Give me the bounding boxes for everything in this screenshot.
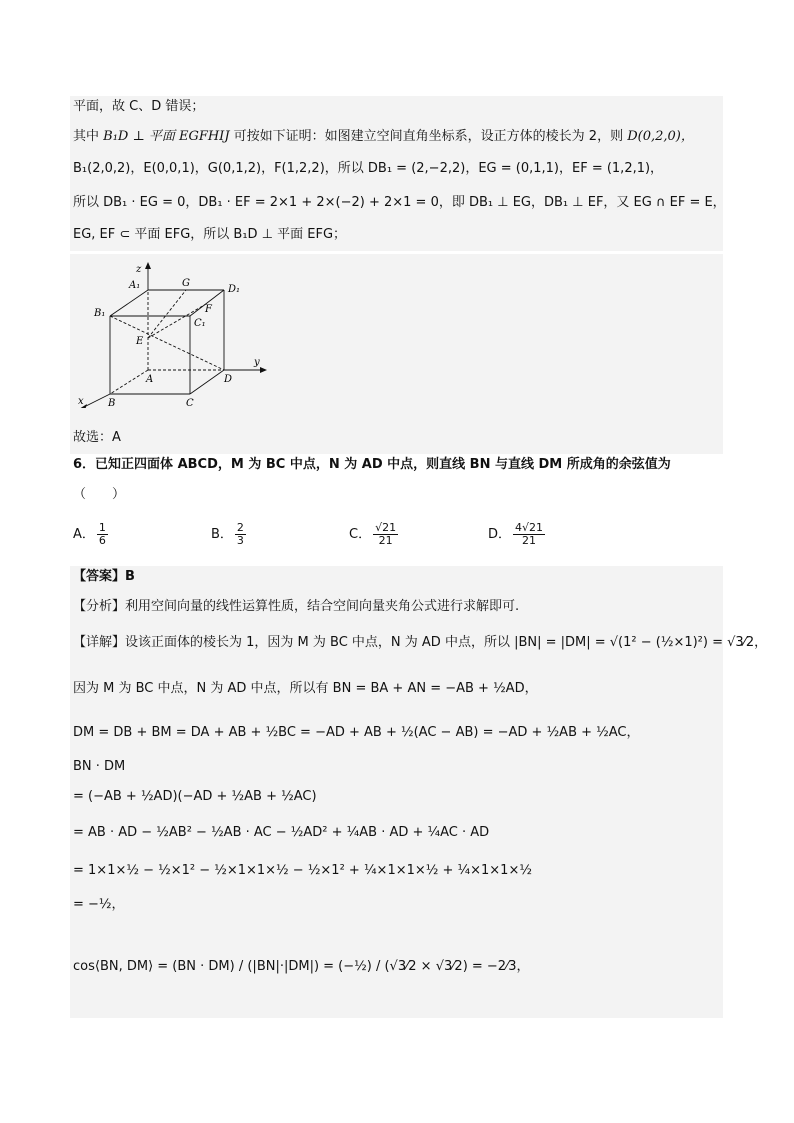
detail-line-i: cos⟨BN, DM⟩ = (BN · DM) / (|BN|·|DM|) = (−½) / (√3⁄2 × √3⁄2) = −2⁄3， <box>73 959 530 974</box>
question-paren: （ ） <box>73 487 126 502</box>
label-c1: C₁ <box>194 318 206 329</box>
label-c: C <box>186 398 194 408</box>
answer-tag: 【答案】B <box>73 569 135 584</box>
option-d: D． $\frac{4√21}{21}$ <box>488 521 544 547</box>
detail-line-d: BN · DM <box>73 759 126 774</box>
label-a1: A₁ <box>129 280 141 291</box>
answer-choice-line: 故选：A <box>73 430 121 445</box>
solution-line-4: 所以 DB₁ · EG = 0，DB₁ · EF = 2×1 + 2×(−2) + 2×1 = 0，即 DB₁ ⊥ EG，DB₁ ⊥ EF，又 EG ∩ EF = E， <box>73 195 726 210</box>
solution-line-3: B₁(2,0,2)，E(0,0,1)，G(0,1,2)，F(1,2,2)，所以 DB₁ = (2,−2,2)，EG = (0,1,1)，EF = (1,2,1)， <box>73 161 664 176</box>
axis-y-arrow <box>260 367 267 373</box>
label-g: G <box>182 278 190 289</box>
label-z: z <box>136 264 142 275</box>
label-f: F <box>205 304 212 315</box>
detail-line-e: = (−AB + ½AD)(−AD + ½AB + ½AC) <box>73 789 317 804</box>
label-e: E <box>136 336 144 347</box>
option-b: B． $\frac{2}{3}$ <box>211 521 244 547</box>
option-a: A． $\frac{1}{6}$ <box>73 521 106 547</box>
label-y: y <box>254 357 260 368</box>
solution-line-1: 平面，故 C、D 错误； <box>73 99 205 114</box>
label-d: D <box>224 374 233 385</box>
detail-line-f: = AB · AD − ½AB² − ½AB · AC − ½AD² + ¼AB · AD + ¼AC · AD <box>73 825 490 840</box>
detail-line-g: = 1×1×½ − ½×1² − ½×1×1×½ − ½×1² + ¼×1×1×½ + ¼×1×1×½ <box>73 863 532 878</box>
label-d1: D₁ <box>228 284 241 295</box>
label-b: B <box>108 398 116 408</box>
cube-figure <box>74 258 274 408</box>
detail-line-h: = −½， <box>73 897 125 912</box>
detail-line-a: 【详解】设该正面体的棱长为 1，因为 M 为 BC 中点，N 为 AD 中点，所以 |BN| = |DM| = √(1² − (½×1)²) = √3⁄2， <box>73 635 768 650</box>
solution-line-5: EG, EF ⊂ 平面 EFG，所以 B₁D ⊥ 平面 EFG； <box>73 227 347 242</box>
diag-b1-d <box>110 316 224 370</box>
label-b1: B₁ <box>94 308 106 319</box>
seg-e-g <box>148 290 186 338</box>
solution-line-2: 其中 B₁D ⊥ 平面 EGFHIJ 可按如下证明：如图建立空间直角坐标系，设正方体的棱长为 2，则 D(0,2,0)， <box>73 129 694 144</box>
label-a: A <box>146 374 154 385</box>
edge-a-b <box>110 370 148 394</box>
analysis-line: 【分析】利用空间向量的线性运算性质，结合空间向量夹角公式进行求解即可. <box>73 599 520 614</box>
label-x: x <box>78 396 84 407</box>
edge-b1-a1 <box>110 290 148 316</box>
detail-line-c: DM = DB + BM = DA + AB + ½BC = −AD + AB + ½(AC − AB) = −AD + ½AB + ½AC， <box>73 725 640 740</box>
edge-c-d <box>190 370 224 394</box>
option-c: C． $\frac{√21}{21}$ <box>349 521 397 547</box>
axis-z-arrow <box>145 262 151 269</box>
question-stem: 6．已知正四面体 ABCD，M 为 BC 中点，N 为 AD 中点，则直线 BN 与直线 DM 所成角的余弦值为 <box>73 457 671 472</box>
detail-line-b: 因为 M 为 BC 中点，N 为 AD 中点，所以有 BN = BA + AN = −AB + ½AD， <box>73 681 538 696</box>
